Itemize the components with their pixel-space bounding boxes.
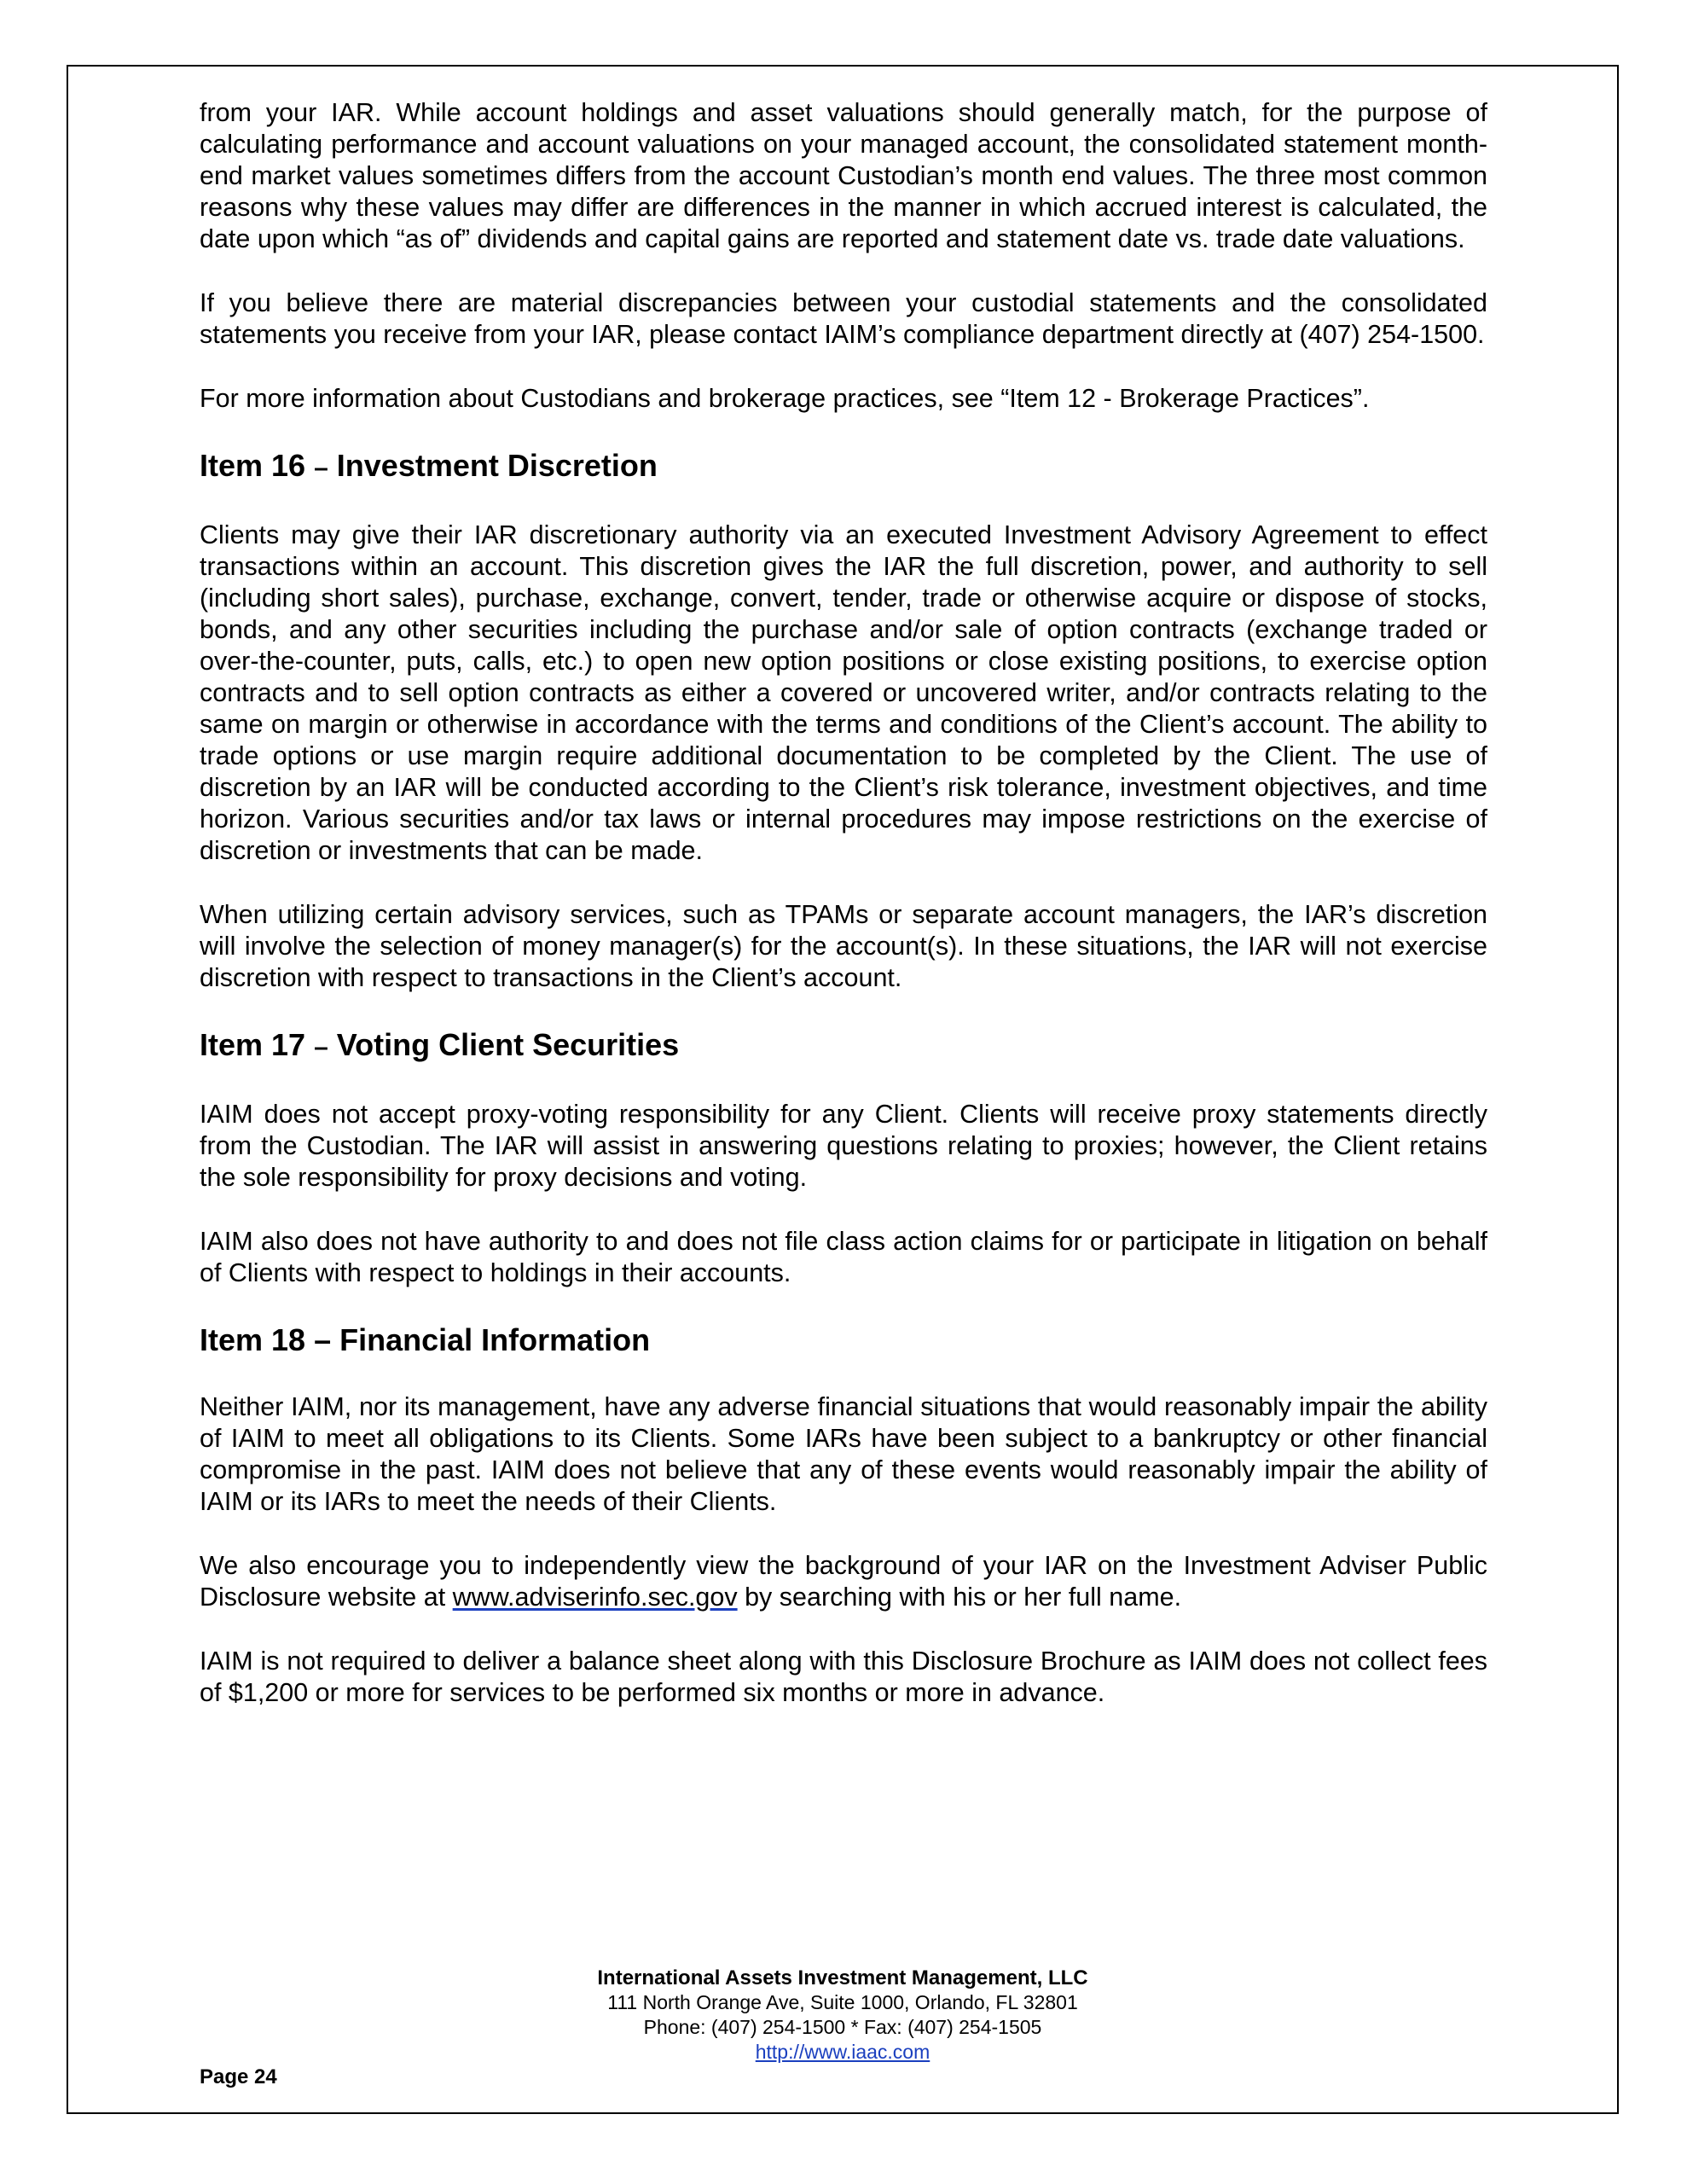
document-body (200, 97, 1487, 1741)
paragraph-class-action: IAIM also does not have authority to and does not file class action claims for or participate in litigation on behalf of Clients with respect to holdings in their accounts. (200, 1227, 1487, 1287)
background-text-before: We also encourage you to independently view the background of your IAR on the Investment Adviser Public Disclosure website at (200, 1551, 1487, 1612)
adviserinfo-link[interactable]: www.adviserinfo.sec.gov (452, 1583, 738, 1612)
paragraph-valuations: from your IAR. While account holdings and asset valuations should generally match, for the purpose of calculating performance and account valuations on your managed account, the consolidated statement month-end market values sometimes differs from the account Custodian’s month end values. The three most common reasons why these values may differ are differences in the manner in which accrued interest is calculated, the date upon which “as of” dividends and capital gains are reported and statement date vs. trade date valuations. (200, 98, 1487, 253)
heading-item-16-title: Investment Discretion (336, 448, 658, 483)
paragraph-more-info: For more information about Custodians and brokerage practices, see “Item 12 - Brokerage Practices”. (200, 384, 1370, 413)
paragraph-discretion-authority: Clients may give their IAR discretionary authority via an executed Investment Advisory Agreement to effect transactions within an account. This discretion gives the IAR the full discretion, power, and authority to sell (including short sales), purchase, exchange, convert, tender, trade or otherwise acquire or dispose of stocks, bonds, and any other securities including the purchase and/or sale of option contracts (exchange traded or over-the-counter, puts, calls, etc.) to open new option positions or close existing positions, to exercise option contracts and to sell option contracts as either a covered or uncovered writer, and/or contracts relating to the same on margin or otherwise in accordance with the terms and conditions of the Client’s account. The ability to trade options or use margin require additional documentation to be completed by the Client. The use of discretion by an IAR will be conducted according to the Client’s risk tolerance, investment objectives, and time horizon. Various securities and/or tax laws or internal procedures may impose restrictions on the exercise of discretion or investments that can be made. (200, 520, 1487, 865)
footer-website-link[interactable]: http://www.iaac.com (755, 2041, 930, 2063)
heading-item-17-number: Item 17 (200, 1027, 306, 1062)
heading-item-17-dash: – (314, 1033, 328, 1061)
footer-company-name: International Assets Investment Management, LLC (597, 1966, 1088, 1989)
background-text-after: by searching with his or her full name. (737, 1583, 1182, 1612)
paragraph-discrepancies: If you believe there are material discrepancies between your custodial statements and the consolidated statements you receive from your IAR, please contact IAIM’s compliance department directly at (407) 254-1500. (200, 288, 1487, 349)
footer-address: 111 North Orange Ave, Suite 1000, Orlando, FL 32801 (607, 1991, 1078, 2013)
footer-phone-fax: Phone: (407) 254-1500 * Fax: (407) 254-1505 (643, 2016, 1042, 2038)
paragraph-balance-sheet: IAIM is not required to deliver a balance sheet along with this Disclosure Brochure as IAIM does not collect fees of $1,200 or more for services to be performed six months or more in advance. (200, 1647, 1487, 1707)
heading-item-16 (200, 447, 1487, 487)
heading-item-17-title: Voting Client Securities (336, 1027, 680, 1062)
heading-item-16-number: Item 16 (200, 448, 306, 483)
paragraph-financial-situation: Neither IAIM, nor its management, have any adverse financial situations that would reasonably impair the ability of IAIM to meet all obligations to its Clients. Some IARs have been subject to a bankruptcy or other financial compromise in the past. IAIM does not believe that any of these events would reasonably impair the ability of IAIM or its IARs to meet the needs of their Clients. (200, 1392, 1487, 1516)
heading-item-18: Item 18 – Financial Information (200, 1322, 651, 1357)
page-footer (67, 1966, 1619, 2065)
paragraph-background-check (200, 1550, 1487, 1613)
heading-item-16-dash: – (314, 454, 328, 482)
paragraph-proxy-voting: IAIM does not accept proxy-voting responsibility for any Client. Clients will receive proxy statements directly from the Custodian. The IAR will assist in answering questions relating to proxies; however, the Client retains the sole responsibility for proxy decisions and voting. (200, 1100, 1487, 1192)
heading-item-17 (200, 1026, 1487, 1066)
paragraph-discretion-tpams: When utilizing certain advisory services, such as TPAMs or separate account managers, the IAR’s discretion will involve the selection of money manager(s) for the account(s). In these situations, the IAR will not exercise discretion with respect to transactions in the Client’s account. (200, 900, 1487, 992)
page-number: Page 24 (200, 2065, 277, 2088)
